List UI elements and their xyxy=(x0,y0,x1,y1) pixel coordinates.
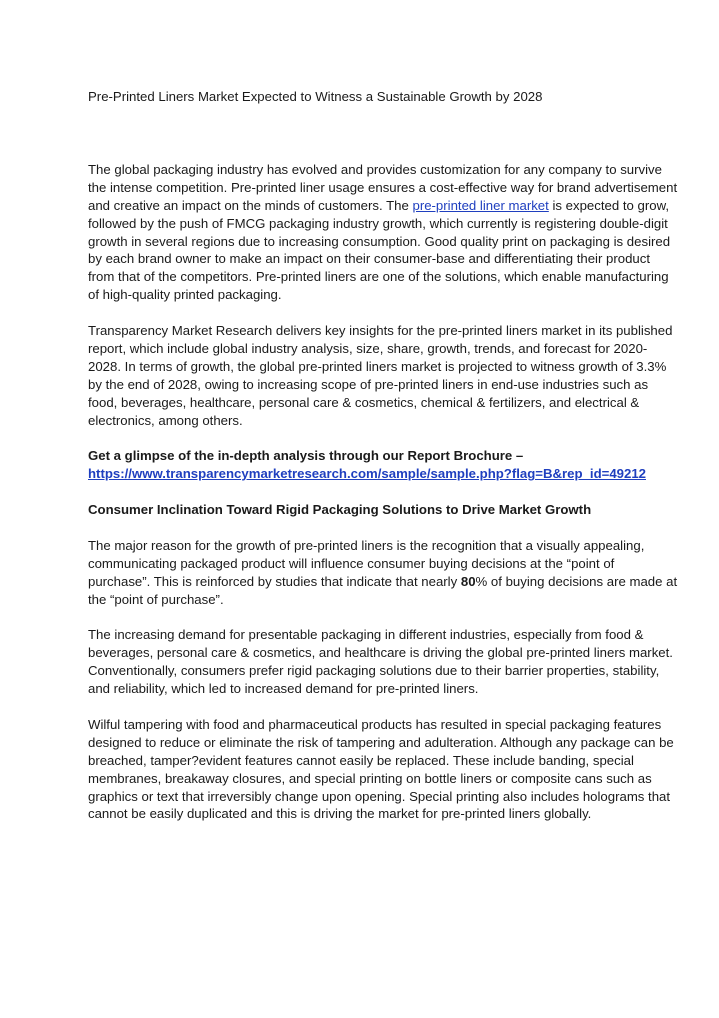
intro-text-after: is expected to grow, followed by the push of FMCG packaging industry growth, which currently is registering double-digit growth in several regions due to increasing consumption. Good quality print on packaging is desired by each brand owner to make an impact on their consumer-base and differentiating their product from that of the competitors. Pre-printed liners are one of the solutions, which enable manufacturing of high-quality printed packaging. xyxy=(88,197,671,303)
market-link[interactable]: pre-printed liner market xyxy=(412,197,549,213)
purchase-text-after: % of buying decisions are made at the “point of purchase”. xyxy=(88,573,678,607)
purchase-percent: 80 xyxy=(460,573,476,589)
tampering-paragraph: Wilful tampering with food and pharmaceutical products has resulted in special packaging features designed to reduce or eliminate the risk of tampering and adulteration. Although any package can be breached, tamper?evident features cannot easily be replaced. These include banding, special membranes, breakaway closures, and special printing on bottle liners or composite cans such as graphics or text that irreversibly change upon opening. Special printing also includes holograms that cannot be easily duplicated and this is driving the market for pre-printed liners globally. xyxy=(88,716,674,822)
section-heading: Consumer Inclination Toward Rigid Packaging Solutions to Drive Market Growth xyxy=(88,502,592,518)
report-paragraph: Transparency Market Research delivers key insights for the pre-printed liners market in its published report, which include global industry analysis, size, share, growth, trends, and forecast for 2020-2028. In terms of growth, the global pre-printed liners market is projected to witness growth of 3.3% by the end of 2028, owing to increasing scope of pre-printed liners in end-use industries such as food, beverages, healthcare, personal care & cosmetics, chemical & fertilizers, and electrical & electronics, among others. xyxy=(88,323,673,428)
intro-paragraph xyxy=(88,161,679,304)
intro-text-before: The global packaging industry has evolved and provides customization for any company to survive the intense competition. Pre-printed liner usage ensures a cost-effective way for brand advertisement and creative an impact on the minds of customers. The xyxy=(88,161,678,213)
brochure-link[interactable]: https://www.transparencymarketresearch.com/sample/sample.php?flag=B&rep_id=49212 xyxy=(88,466,646,482)
purchase-text-before: The major reason for the growth of pre-printed liners is the recognition that a visually appealing, communicating packaged product will influence consumer buying decisions at the “point of purchase”. This is reinforced by studies that indicate that nearly xyxy=(88,537,645,589)
demand-paragraph: The increasing demand for presentable packaging in different industries, especially from food & beverages, personal care & cosmetics, and healthcare is driving the global pre-printed liners market. Conventionally, consumers prefer rigid packaging solutions due to their barrier properties, stability, and reliability, which led to increased demand for pre-printed liners. xyxy=(88,627,673,697)
document-title: Pre-Printed Liners Market Expected to Witness a Sustainable Growth by 2028 xyxy=(88,89,543,104)
brochure-label: Get a glimpse of the in-depth analysis through our Report Brochure – xyxy=(88,448,524,464)
brochure-paragraph xyxy=(88,447,679,483)
purchase-paragraph xyxy=(88,537,679,609)
